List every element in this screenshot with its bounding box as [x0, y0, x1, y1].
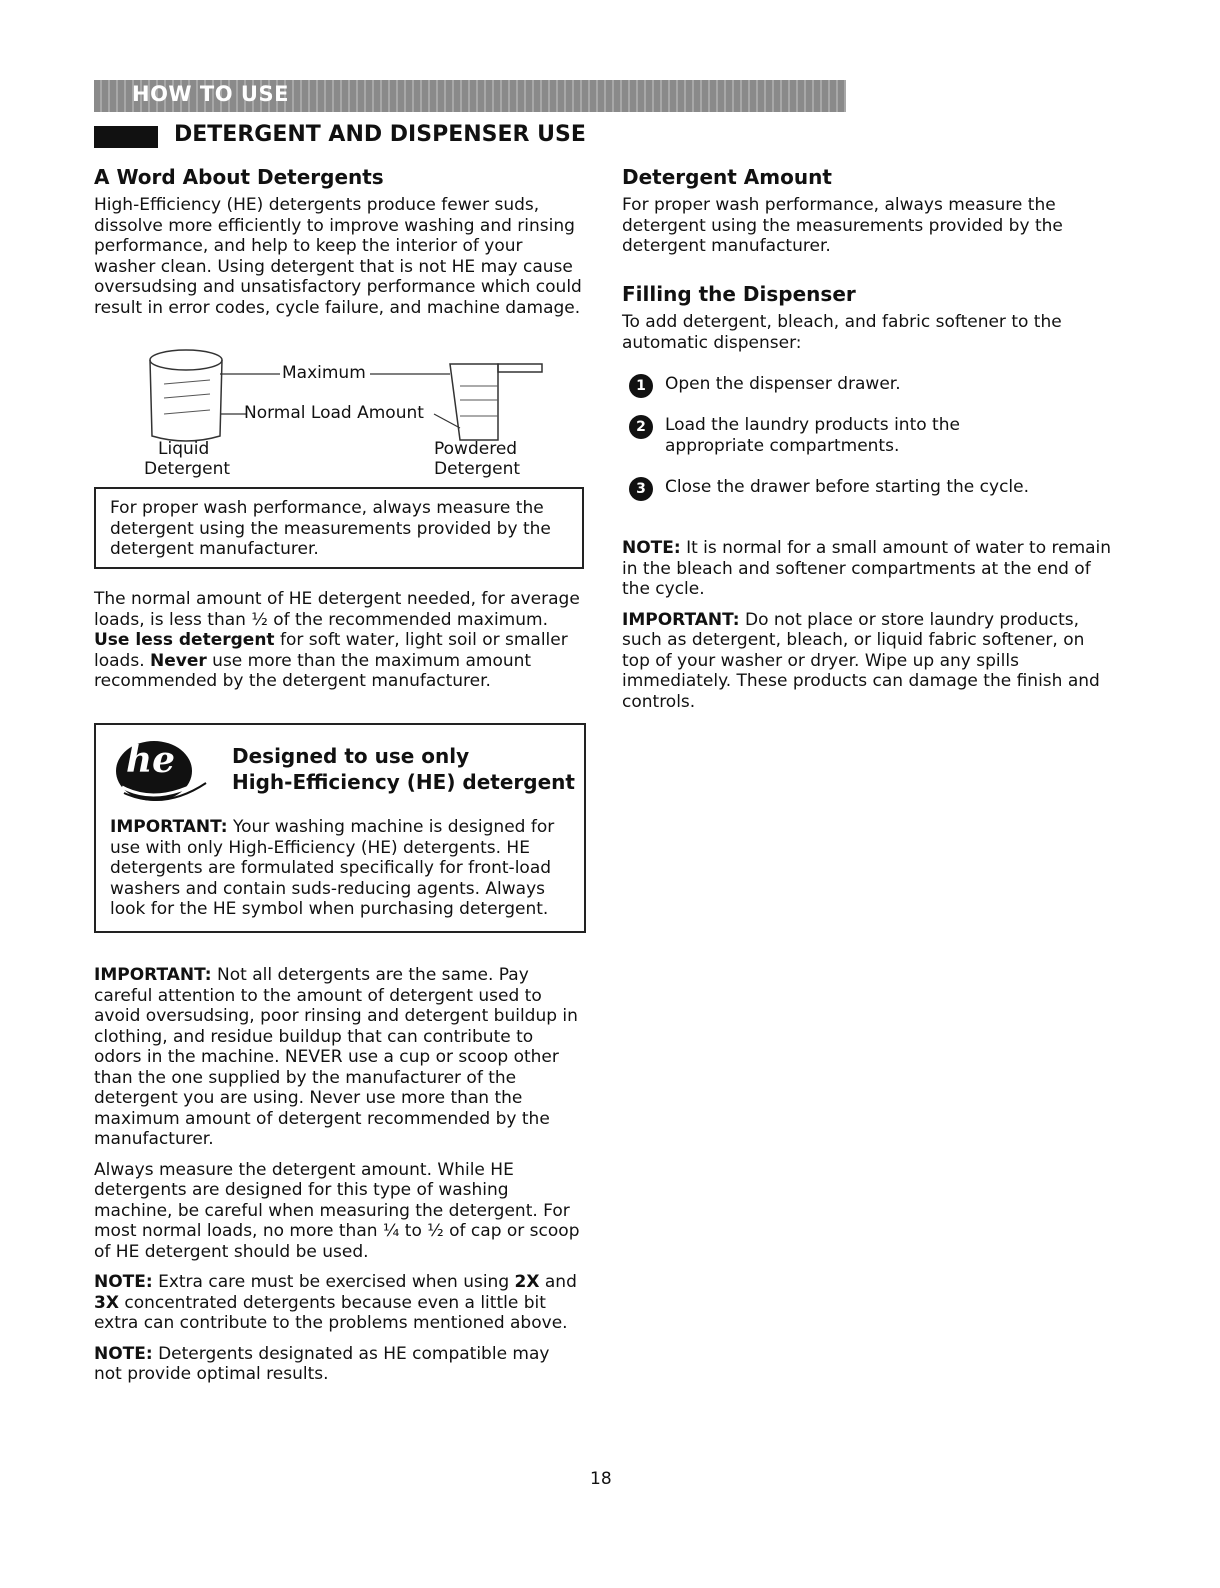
use-less-label: Use less detergent: [94, 630, 275, 650]
step-1-number: 1: [629, 374, 653, 398]
note1-text-c: concentrated detergents because even a little bit extra can contribute to the problems mentioned above.: [94, 1292, 568, 1333]
he-box-title-line1: Designed to use only: [232, 744, 470, 768]
right-note-label: NOTE:: [622, 538, 681, 558]
note1-label: NOTE:: [94, 1272, 153, 1292]
he-box-title: [232, 743, 575, 795]
important2-text: Not all detergents are the same. Pay careful attention to the amount of detergent used to avoid oversudsing, poor rinsing and detergent buildup in clothing, and residue buildup that can contribute to odors in the machine. NEVER use a cup or scoop other than the one supplied by the manufacturer of the detergent you are using. Never use more than the maximum amount of detergent recommended by the manufacturer.: [94, 965, 578, 1149]
note1-3x: 3X: [94, 1292, 119, 1313]
powdered-label: Powdered: [434, 439, 518, 459]
important-detergents-paragraph: [94, 965, 582, 1385]
normal-load-label: Normal Load Amount: [244, 403, 424, 423]
detergent-diagram: [94, 336, 584, 484]
note1-text-a: Extra care must be exercised when using: [152, 1272, 515, 1292]
amount-body: For proper wash performance, always measure the detergent using the measurements provided by the detergent manufacturer.: [622, 195, 1063, 256]
word-about-detergents: [94, 165, 584, 318]
liquid-label: Liquid: [158, 439, 210, 459]
normal-amount-text-3: use more than the maximum amount recommended by the detergent manufacturer.: [94, 650, 532, 691]
cup-diagram-graphic: [94, 336, 584, 446]
note1-2x: 2X: [514, 1272, 540, 1292]
banner-title: HOW TO USE: [132, 82, 289, 106]
step-3-text: Close the drawer before starting the cycle.: [665, 477, 1030, 497]
right-note-text: It is normal for a small amount of water to remain in the bleach and softener compartments at the end of the cycle.: [622, 538, 1112, 599]
normal-amount-paragraph: [94, 589, 586, 692]
step-1-text: Open the dispenser drawer.: [665, 374, 901, 394]
note2-text: Detergents designated as HE compatible may not provide optimal results.: [94, 1343, 550, 1384]
note2-label: NOTE:: [94, 1343, 153, 1364]
word-body: High-Efficiency (HE) detergents produce fewer suds, dissolve more efficiently to improve washing and rinsing performance, and help to keep the interior of your washer clean. Using detergent that is not HE may cause oversudsing and unsatisfactory performance which could result in error codes, cycle failure, and machine damage.: [94, 195, 582, 318]
he-important-text: Your washing machine is designed for use with only High-Efficiency (HE) detergents. HE detergents are formulated specifically for front-load washers and contain suds-reducing agents. Always look for the HE symbol when purchasing detergent.: [110, 817, 555, 919]
he-box-title-line2: High-Efficiency (HE) detergent: [232, 770, 575, 794]
page-number: 18: [590, 1469, 612, 1489]
normal-amount-text-1: The normal amount of HE detergent needed, for average loads, is less than ½ of the recommended maximum.: [94, 589, 580, 630]
never-label: Never: [150, 650, 207, 671]
he-detergent-box: [94, 723, 586, 933]
amount-heading: Detergent Amount: [622, 165, 832, 189]
normal-amount-text-2: for soft water, light soil or smaller loads.: [94, 630, 568, 671]
right-important-text: Do not place or store laundry products, such as detergent, bleach, or liquid fabric softener, on top of your washer or dryer. Wipe up any spills immediately. These products can damage the finish and controls.: [622, 609, 1100, 712]
section-title: DETERGENT AND DISPENSER USE: [174, 122, 586, 147]
right-important-label: IMPORTANT:: [622, 609, 740, 630]
he-logo-text: he: [126, 739, 176, 781]
important2-label: IMPORTANT:: [94, 965, 212, 985]
filling-dispenser-section: [622, 282, 1112, 353]
liquid-detergent-label: Detergent: [144, 459, 231, 479]
step-2-text: Load the laundry products into the appropriate compartments.: [665, 415, 960, 456]
section-banner: [94, 80, 846, 112]
measure-note-text: For proper wash performance, always measure the detergent using the measurements provided by the detergent manufacturer.: [110, 498, 551, 559]
he-box-important: [110, 817, 574, 920]
always-measure-text: Always measure the detergent amount. While HE detergents are designed for this type of washing machine, be careful when measuring the detergent. For most normal loads, no more than ¼ to ½ of cap or scoop of HE detergent should be used.: [94, 1159, 580, 1262]
maximum-label: Maximum: [282, 363, 366, 383]
filling-heading: Filling the Dispenser: [622, 282, 856, 306]
measure-note-box: [94, 487, 584, 569]
step-2-number: 2: [629, 415, 653, 439]
note1-text-b: and: [539, 1272, 577, 1292]
step-3-number: 3: [629, 477, 653, 501]
section-marker: [94, 126, 158, 148]
filling-body: To add detergent, bleach, and fabric softener to the automatic dispenser:: [622, 312, 1062, 353]
he-important-label: IMPORTANT:: [110, 817, 228, 837]
detergent-amount-section: [622, 165, 1112, 257]
word-heading: A Word About Detergents: [94, 165, 384, 189]
right-notes: [622, 538, 1114, 712]
powdered-detergent-label: Detergent: [434, 459, 521, 479]
